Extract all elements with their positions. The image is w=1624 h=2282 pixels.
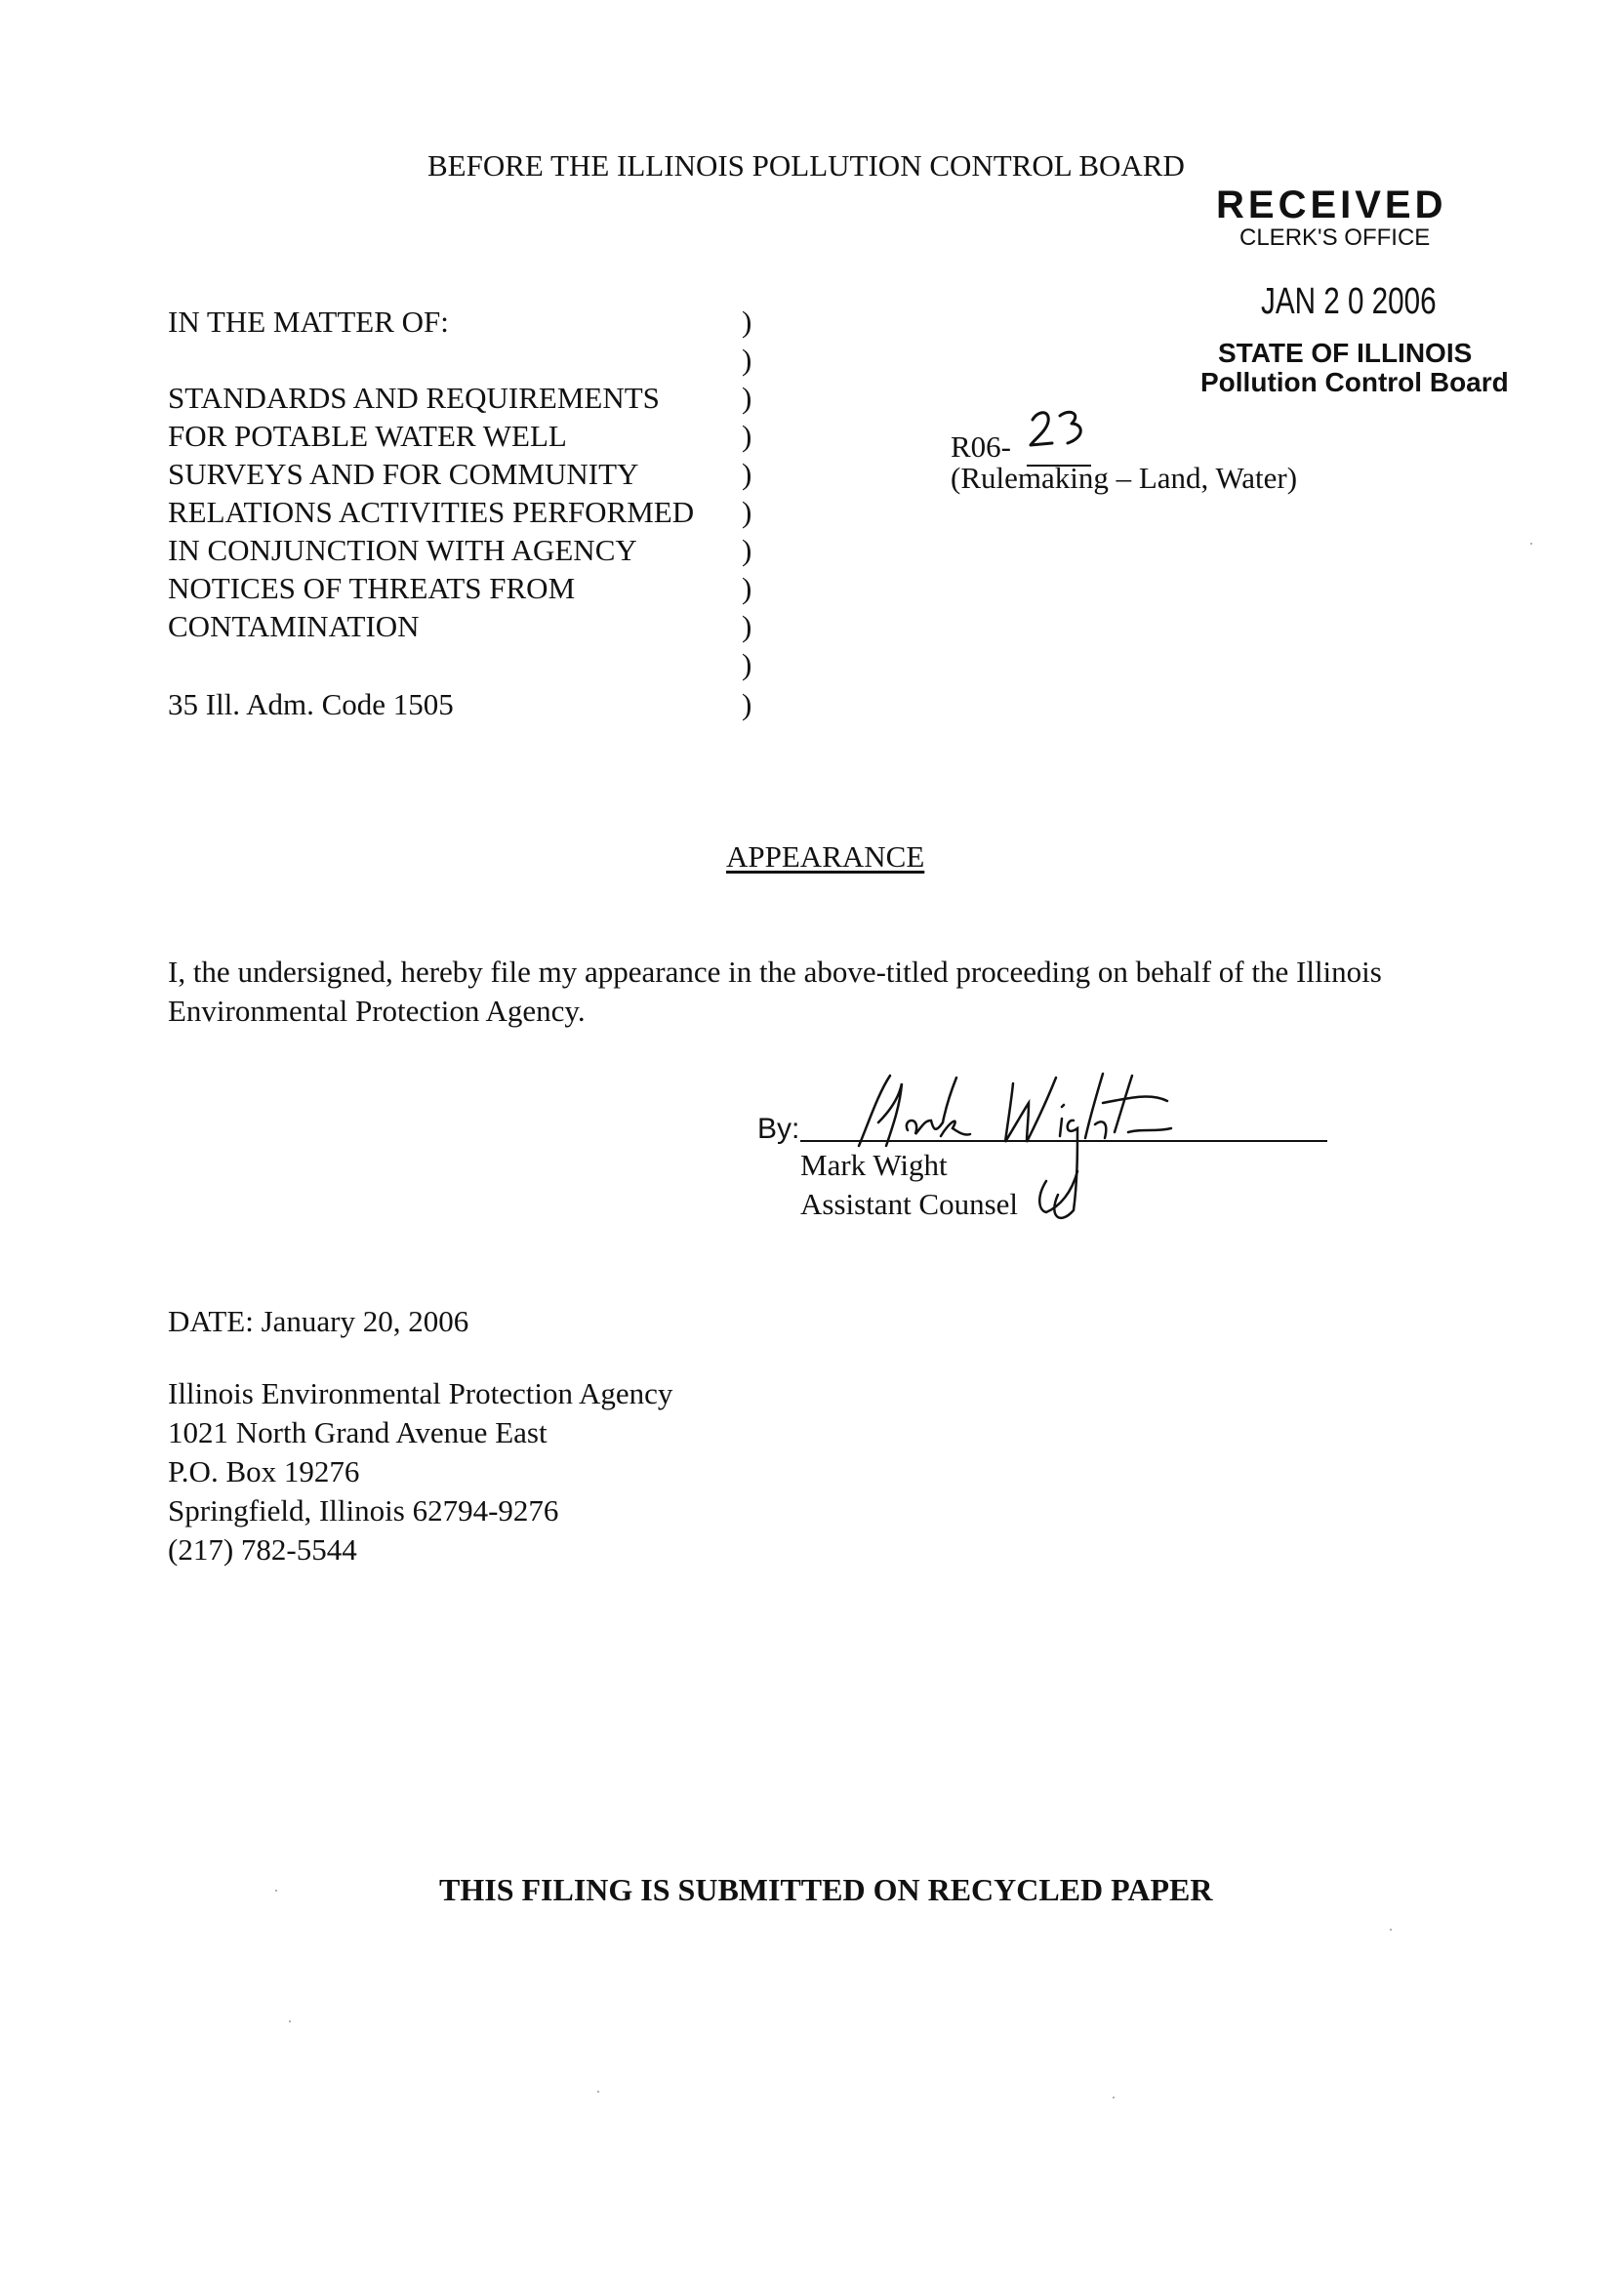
caption-paren: ): [742, 381, 752, 415]
scan-speck: [1530, 543, 1532, 545]
scan-speck: [289, 2020, 291, 2022]
scan-speck: [1113, 2097, 1115, 2099]
caption-line: RELATIONS ACTIVITIES PERFORMED: [168, 495, 695, 529]
signer-title: Assistant Counsel: [800, 1187, 1019, 1221]
stamp-received-label: RECEIVED: [1216, 183, 1447, 226]
scan-speck: [597, 2091, 599, 2093]
address-line: Springfield, Illinois 62794-9276: [168, 1493, 559, 1528]
docket-type: (Rulemaking – Land, Water): [951, 461, 1298, 495]
caption-paren: ): [742, 533, 752, 567]
stamp-state: STATE OF ILLINOIS: [1218, 338, 1473, 368]
caption-paren: ): [742, 343, 752, 377]
stamp-board: Pollution Control Board: [1200, 367, 1509, 397]
stamp-clerk-office: CLERK'S OFFICE: [1239, 224, 1431, 251]
caption-line: CONTAMINATION: [168, 609, 420, 643]
signature-line: [800, 1140, 1327, 1142]
signature-by-label: By:: [757, 1113, 800, 1145]
caption-line: SURVEYS AND FOR COMMUNITY: [168, 457, 639, 491]
address-line: Illinois Environmental Protection Agency: [168, 1376, 673, 1410]
scan-speck: [1390, 1929, 1392, 1931]
stamp-date: JAN 2 0 2006: [1261, 281, 1437, 322]
address-line: P.O. Box 19276: [168, 1454, 360, 1488]
court-heading: BEFORE THE ILLINOIS POLLUTION CONTROL BOARD: [427, 148, 1185, 183]
caption-line: IN THE MATTER OF:: [168, 305, 449, 339]
scan-speck: [275, 1890, 277, 1892]
document-title: APPEARANCE: [726, 839, 925, 874]
caption-paren: ): [742, 609, 752, 643]
caption-paren: ): [742, 305, 752, 339]
recycled-paper-notice: THIS FILING IS SUBMITTED ON RECYCLED PAPER: [439, 1872, 1213, 1907]
caption-paren: ): [742, 647, 752, 681]
docket-number-handwritten: [1025, 402, 1095, 463]
caption-line: IN CONJUNCTION WITH AGENCY: [168, 533, 637, 567]
body-paragraph: I, the undersigned, hereby file my appearance in the above-titled proceeding on behalf of the Illinois Environmental Protection Agency.: [168, 955, 1382, 1028]
address-line: (217) 782-5544: [168, 1532, 357, 1567]
caption-paren: ): [742, 457, 752, 491]
caption-line: STANDARDS AND REQUIREMENTS: [168, 381, 660, 415]
caption-line: FOR POTABLE WATER WELL: [168, 419, 567, 453]
caption-line: NOTICES OF THREATS FROM: [168, 571, 576, 605]
signer-name: Mark Wight: [800, 1148, 948, 1182]
filing-date: DATE: January 20, 2006: [168, 1304, 469, 1338]
caption-paren: ): [742, 687, 752, 721]
caption-paren: ): [742, 495, 752, 529]
caption-paren: ): [742, 571, 752, 605]
caption-paren: ): [742, 419, 752, 453]
docket-prefix: R06-: [951, 429, 1011, 464]
address-line: 1021 North Grand Avenue East: [168, 1415, 548, 1449]
caption-line: 35 Ill. Adm. Code 1505: [168, 687, 454, 721]
